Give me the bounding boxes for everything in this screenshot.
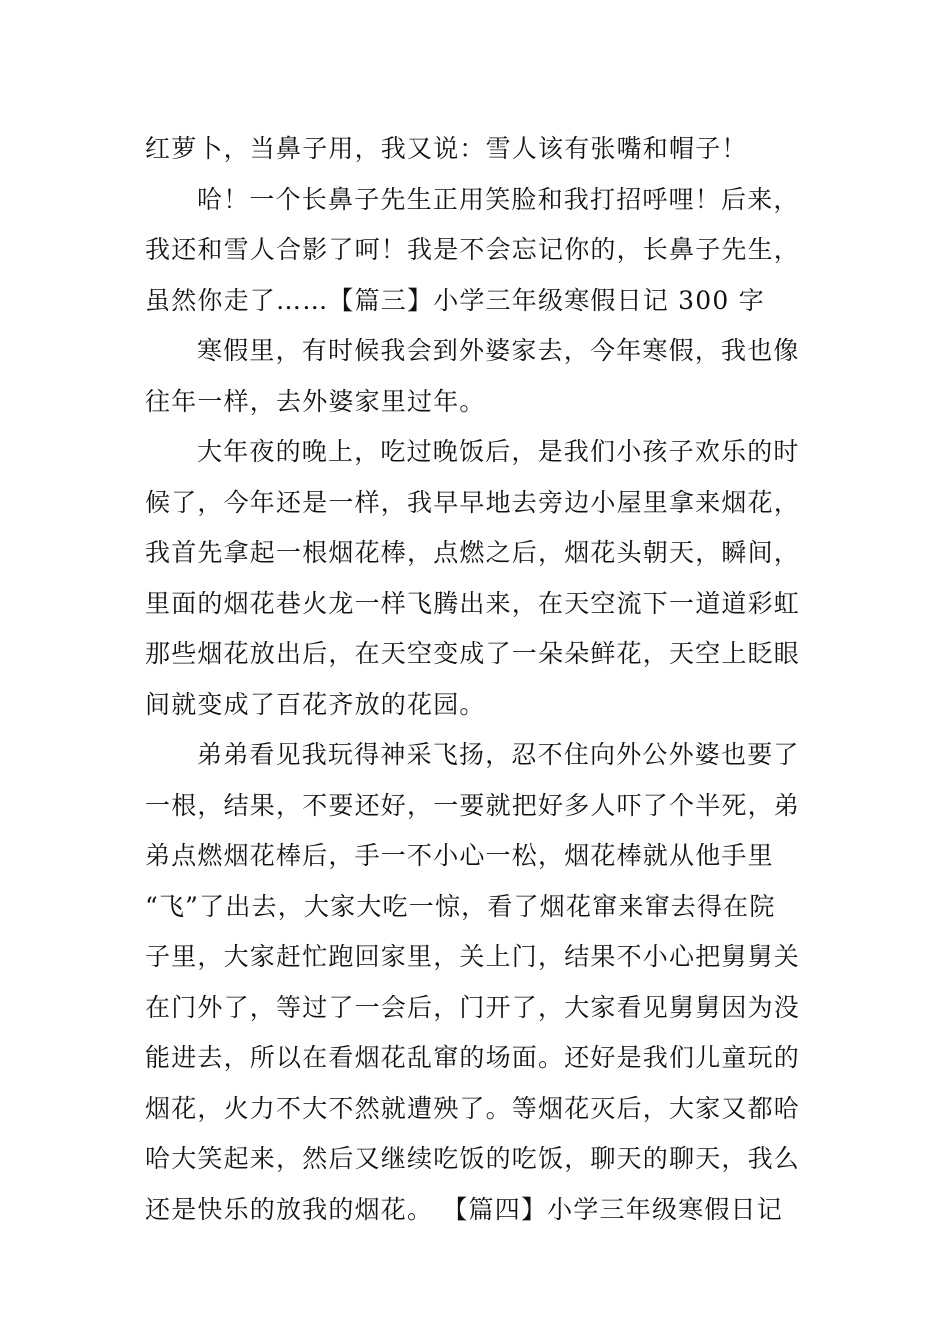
text-line: 红萝卜，当鼻子用，我又说：雪人该有张嘴和帽子！ (145, 134, 748, 163)
text-line: 弟弟看见我玩得神采飞扬，忍不住向外公外婆也要了 (197, 740, 800, 769)
text-line: 往年一样，去外婆家里过年。 (145, 386, 486, 416)
text-line: 哈大笑起来，然后又继续吃饭的吃饭，聊天的聊天，我么 (145, 1144, 801, 1173)
text-line: 还是快乐的放我的烟花。 【篇四】小学三年级寒假日记 (145, 1194, 783, 1224)
text-line: 在门外了，等过了一会后，门开了，大家看见舅舅因为没 (145, 992, 801, 1022)
text-line: 能进去，所以在看烟花乱窜的场面。还好是我们儿童玩的 (145, 1043, 801, 1072)
text-line: “飞”了出去，大家大吃一惊，看了烟花窜来窜去得在院 (145, 891, 776, 921)
text-line: 哈！一个长鼻子先生正用笑脸和我打招呼哩！后来， (197, 184, 800, 214)
text-line: 寒假里，有时候我会到外婆家去，今年寒假，我也像 (197, 336, 800, 365)
text-line: 大年夜的晚上，吃过晚饭后，是我们小孩子欢乐的时 (197, 437, 800, 466)
text-line: 我还和雪人合影了呵！我是不会忘记你的，长鼻子先生， (145, 235, 801, 264)
text-line: 里面的烟花巷火龙一样飞腾出来，在天空流下一道道彩虹 (145, 588, 801, 618)
diary-text-body (145, 124, 815, 1235)
text-line: 间就变成了百花齐放的花园。 (145, 689, 486, 719)
text-line: 烟花，火力不大不然就遭殃了。等烟花灭后，大家又都哈 (145, 1093, 801, 1123)
text-line: 那些烟花放出后，在天空变成了一朵朵鲜花，天空上眨眼 (145, 639, 801, 668)
text-line: 我首先拿起一根烟花棒，点燃之后，烟花头朝天，瞬间， (145, 538, 801, 567)
text-line: 虽然你走了……【篇三】小学三年级寒假日记 300 字 (145, 285, 765, 315)
text-line: 弟点燃烟花棒后，手一不小心一松，烟花棒就从他手里 (145, 841, 774, 870)
text-line: 一根，结果，不要还好，一要就把好多人吓了个半死，弟 (145, 790, 801, 820)
text-line: 候了，今年还是一样，我早早地去旁边小屋里拿来烟花， (145, 487, 801, 517)
text-line: 子里，大家赶忙跑回家里，关上门，结果不小心把舅舅关 (145, 942, 801, 971)
